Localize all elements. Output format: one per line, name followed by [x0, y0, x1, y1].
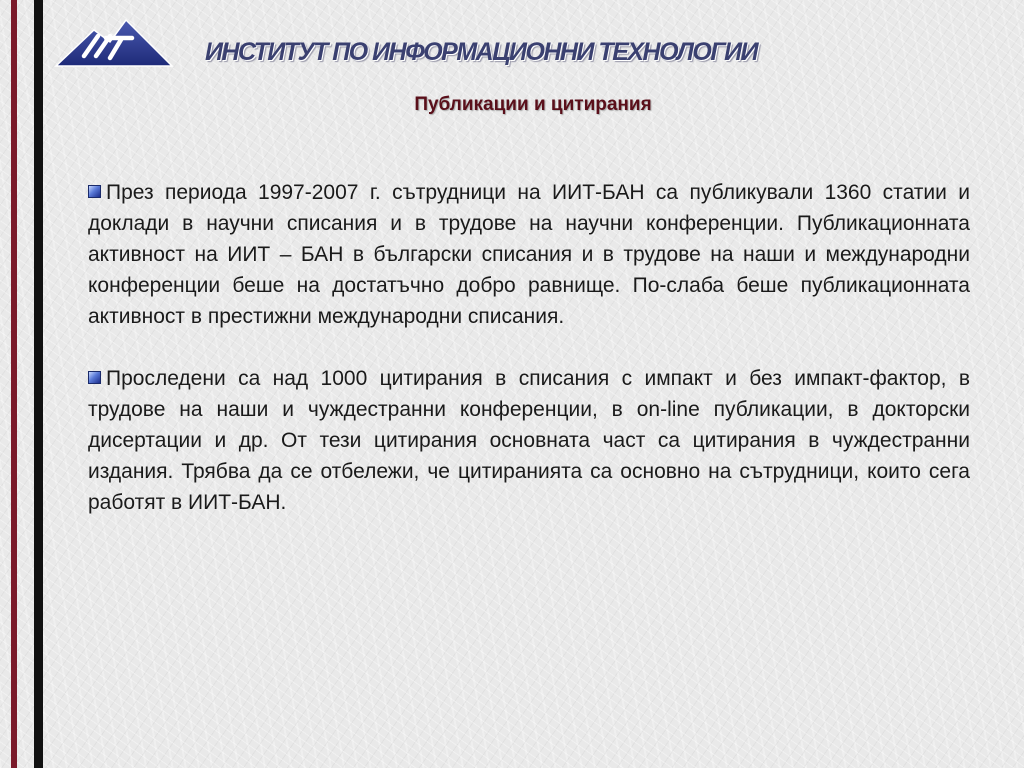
institute-title: ИНСТИТУТ ПО ИНФОРМАЦИОННИ ТЕХНОЛОГИИ	[205, 38, 758, 66]
content-area	[88, 177, 970, 549]
paragraph-publications	[88, 177, 970, 332]
iit-logo	[54, 18, 174, 70]
paragraph-text: Проследени са над 1000 цитирания в списания с импакт и без импакт-фактор, в трудове на наши и чуждестранни конференции, в on-line публикации, в докторски дисертации и др. От тези цитирания основната част са цитирания в чуждестранни издания. Трябва да се отбележи, че цитиранията са основно на сътрудници, които сега работят в ИИТ-БАН.	[88, 367, 970, 514]
bullet-square-icon	[88, 185, 101, 198]
paragraph-text: През периода 1997-2007 г. сътрудници на ИИТ-БАН са публикували 1360 статии и доклади в научни списания и в трудове на научни конференции. Публикационната активност на ИИТ – БАН в български списания и в трудове на наши и международни конференции беше на достатъчно добро равнище. По-слаба беше публикационната активност в престижни международни списания.	[88, 181, 970, 328]
paragraph-citations	[88, 363, 970, 518]
slide-subtitle: Публикации и цитирания	[414, 94, 652, 115]
bullet-square-icon	[88, 371, 101, 384]
